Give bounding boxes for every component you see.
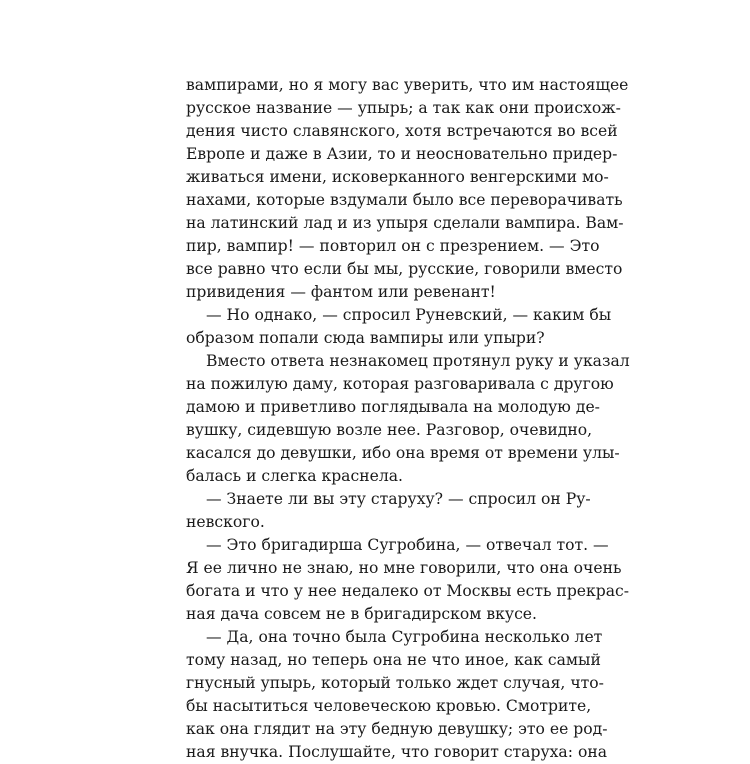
- text-line: — Это бригадирша Сугробина, — отвечал тот. —: [206, 536, 609, 554]
- text-line: ная внучка. Послушайте, что говорит старуха: она: [186, 743, 608, 761]
- text-line: вушку, сидевшую возле нее. Разговор, очевидно,: [186, 421, 593, 439]
- text-line: дения чисто славянского, хотя встречаются во всей: [186, 122, 618, 140]
- text-line: живаться имени, исковерканного венгерскими мо-: [186, 168, 609, 186]
- text-line: пир, вампир! — повторил он с презрением. — Это: [186, 237, 600, 255]
- text-line: касался до девушки, ибо она время от времени улы-: [186, 444, 620, 462]
- text-line: балась и слегка краснела.: [186, 467, 403, 485]
- text-line: — Знаете ли вы эту старуху? — спросил он Ру-: [206, 490, 591, 508]
- text-line: русское название — упырь; а так как они происхож-: [186, 99, 621, 117]
- page-text: [186, 74, 630, 764]
- text-line: ная дача совсем не в бригадирском вкусе.: [186, 605, 537, 623]
- text-line: дамою и приветливо поглядывала на молодую де-: [186, 398, 600, 416]
- text-line: нахами, которые вздумали было все переворачивать: [186, 191, 623, 209]
- text-line: все равно что если бы мы, русские, говорили вместо: [186, 260, 623, 278]
- text-line: вампирами, но я могу вас уверить, что им настоящее: [186, 76, 629, 94]
- paragraph: [186, 74, 629, 304]
- text-line: тому назад, но теперь она не что иное, как самый: [186, 651, 601, 669]
- text-line: привидения — фантом или ревенант!: [186, 283, 496, 301]
- text-line: Я ее лично не знаю, но мне говорили, что она очень: [186, 559, 622, 577]
- text-line: образом попали сюда вампиры или упыри?: [186, 329, 545, 347]
- text-line: Европе и даже в Азии, то и неосновательно придер-: [186, 145, 618, 163]
- paragraph: [186, 350, 630, 488]
- paragraph: [186, 488, 591, 534]
- text-line: богата и что у нее недалеко от Москвы есть прекрас-: [186, 582, 630, 600]
- text-line: на пожилую даму, которая разговаривала с другою: [186, 375, 614, 393]
- text-line: на латинский лад и из упыря сделали вампира. Вам-: [186, 214, 624, 232]
- paragraph: [186, 626, 608, 764]
- text-line: как она глядит на эту бедную девушку; это ее род-: [186, 720, 608, 738]
- paragraph: [186, 304, 612, 350]
- text-line: Вместо ответа незнакомец протянул руку и указал: [206, 352, 630, 370]
- text-line: — Но однако, — спросил Руневский, — каким бы: [206, 306, 612, 324]
- paragraph: [186, 534, 630, 626]
- text-line: гнусный упырь, который только ждет случая, что-: [186, 674, 604, 692]
- text-line: невского.: [186, 513, 265, 531]
- text-line: — Да, она точно была Сугробина несколько лет: [206, 628, 603, 646]
- text-line: бы насытиться человеческою кровью. Смотрите,: [186, 697, 592, 715]
